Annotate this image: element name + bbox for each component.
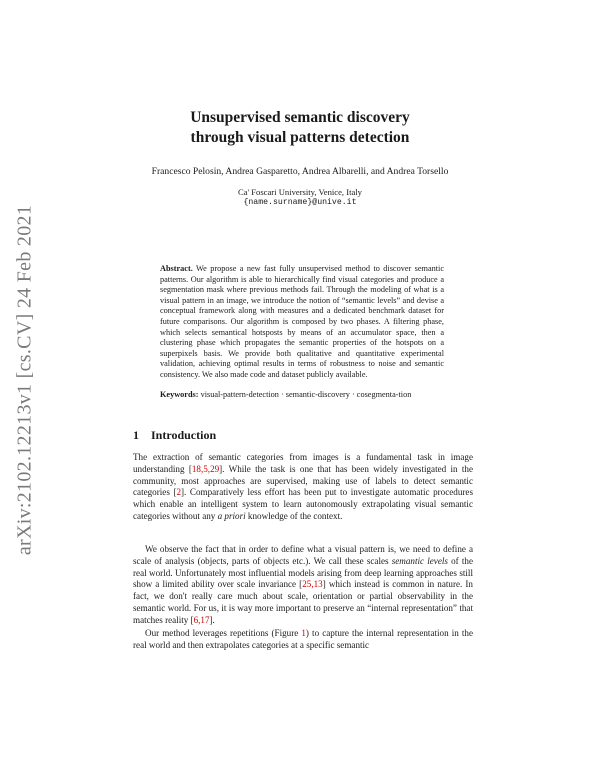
section-heading: [133, 428, 216, 443]
abstract: [160, 264, 444, 381]
figure-reference-link[interactable]: 1: [301, 628, 306, 638]
p2-text-b: of the real world. Unfortunately most influential models arising from deep learning approaches still show a limited ability over scale invariance [: [133, 555, 474, 590]
author-email: [100, 198, 500, 207]
paper-title-line1: Unsupervised semantic discovery: [190, 109, 410, 126]
citation-link[interactable]: 18,5,29: [191, 463, 220, 474]
p1-text-b: ]. While the task is one that has been widely investigated in the community, most approaches are supervised, making use of labels to detect semantic categories [: [133, 463, 474, 498]
intro-paragraph-3: [133, 628, 473, 652]
author-list: Francesco Pelosin, Andrea Gasparetto, Andrea Albarelli, and Andrea Torsello: [151, 166, 449, 177]
keywords-text: visual-pattern-detection · semantic-discovery · cosegmenta-tion: [200, 390, 412, 399]
p2-text-a: We observe the fact that in order to define what a visual pattern is, we need to define a scale of analysis (objects, parts of objects etc.). We call these scales: [133, 544, 473, 566]
keywords-label: Keywords:: [160, 390, 199, 399]
citation-link[interactable]: 25,13: [302, 579, 323, 590]
paper-title-line2: through visual patterns detection: [190, 129, 410, 146]
p2-text-d: ].: [209, 614, 215, 625]
intro-paragraph-1: [133, 452, 473, 523]
abstract-label: Abstract.: [160, 264, 193, 273]
section-number: 1: [133, 428, 139, 442]
p1-text-d: knowledge of the context.: [245, 510, 343, 521]
email-domain: @unive.it: [312, 198, 357, 207]
arxiv-stamp: [12, 204, 38, 556]
abstract-text: We propose a new fast fully unsupervised method to discover semantic patterns. Our algorithm is able to hierarchically find visual categories and produce a segmentation mask where previous methods fail. Through the modeling of what is a visual pattern in an image, we introduce the notion of “semantic levels” and devise a conceptual framework along with measures and a dedicated benchmark dataset for future comparisons. Our algorithm is composed by two phases. A filtering phase, which selects semantical hotsposts by means of an accumulator space, then a clustering phase which propagates the semantic properties of the hotspots on a superpixels basis. We provide both qualitative and quantitative experimental validation, achieving optimal results in terms of robustness to noise and semantic consistency. We also made code and dataset publicly available.: [160, 264, 444, 379]
p1-text-a: The extraction of semantic categories from images is a fundamental task in image understanding [: [133, 452, 473, 474]
intro-paragraph-2: [133, 544, 473, 627]
citation-link[interactable]: 2: [176, 487, 182, 498]
p2-emphasis: semantic levels: [391, 555, 448, 566]
p3-text-a: Our method leverages repetitions (Figure: [145, 628, 302, 638]
citation-link[interactable]: 6,17: [193, 614, 210, 625]
email-name: { name.surname }: [243, 198, 312, 207]
affiliation: Ca' Foscari University, Venice, Italy: [238, 187, 362, 197]
p3-text-b: ) to capture the internal representation in the real world and then extrapolates categories at a specific semantic: [133, 628, 473, 650]
p1-text-c: ]. Comparatively less effort has been put to investigate automatic procedures which enable an intelligent system to learn autonomously extrapolating visual semantic categories without any: [133, 487, 474, 521]
arxiv-stamp-text: arXiv:2102.12213v1 [cs.CV] 24 Feb 2021: [13, 204, 36, 556]
p2-text-c: ] which instead is common in nature. In fact, we don't really care much about scale, orientation or partial observability in the semantic world. For us, it is way more important to preserve an “internal representation” that matches reality [: [133, 579, 473, 625]
keywords: [160, 390, 444, 401]
section-title: Introduction: [151, 428, 217, 442]
p1-emphasis: a priori: [217, 510, 246, 521]
